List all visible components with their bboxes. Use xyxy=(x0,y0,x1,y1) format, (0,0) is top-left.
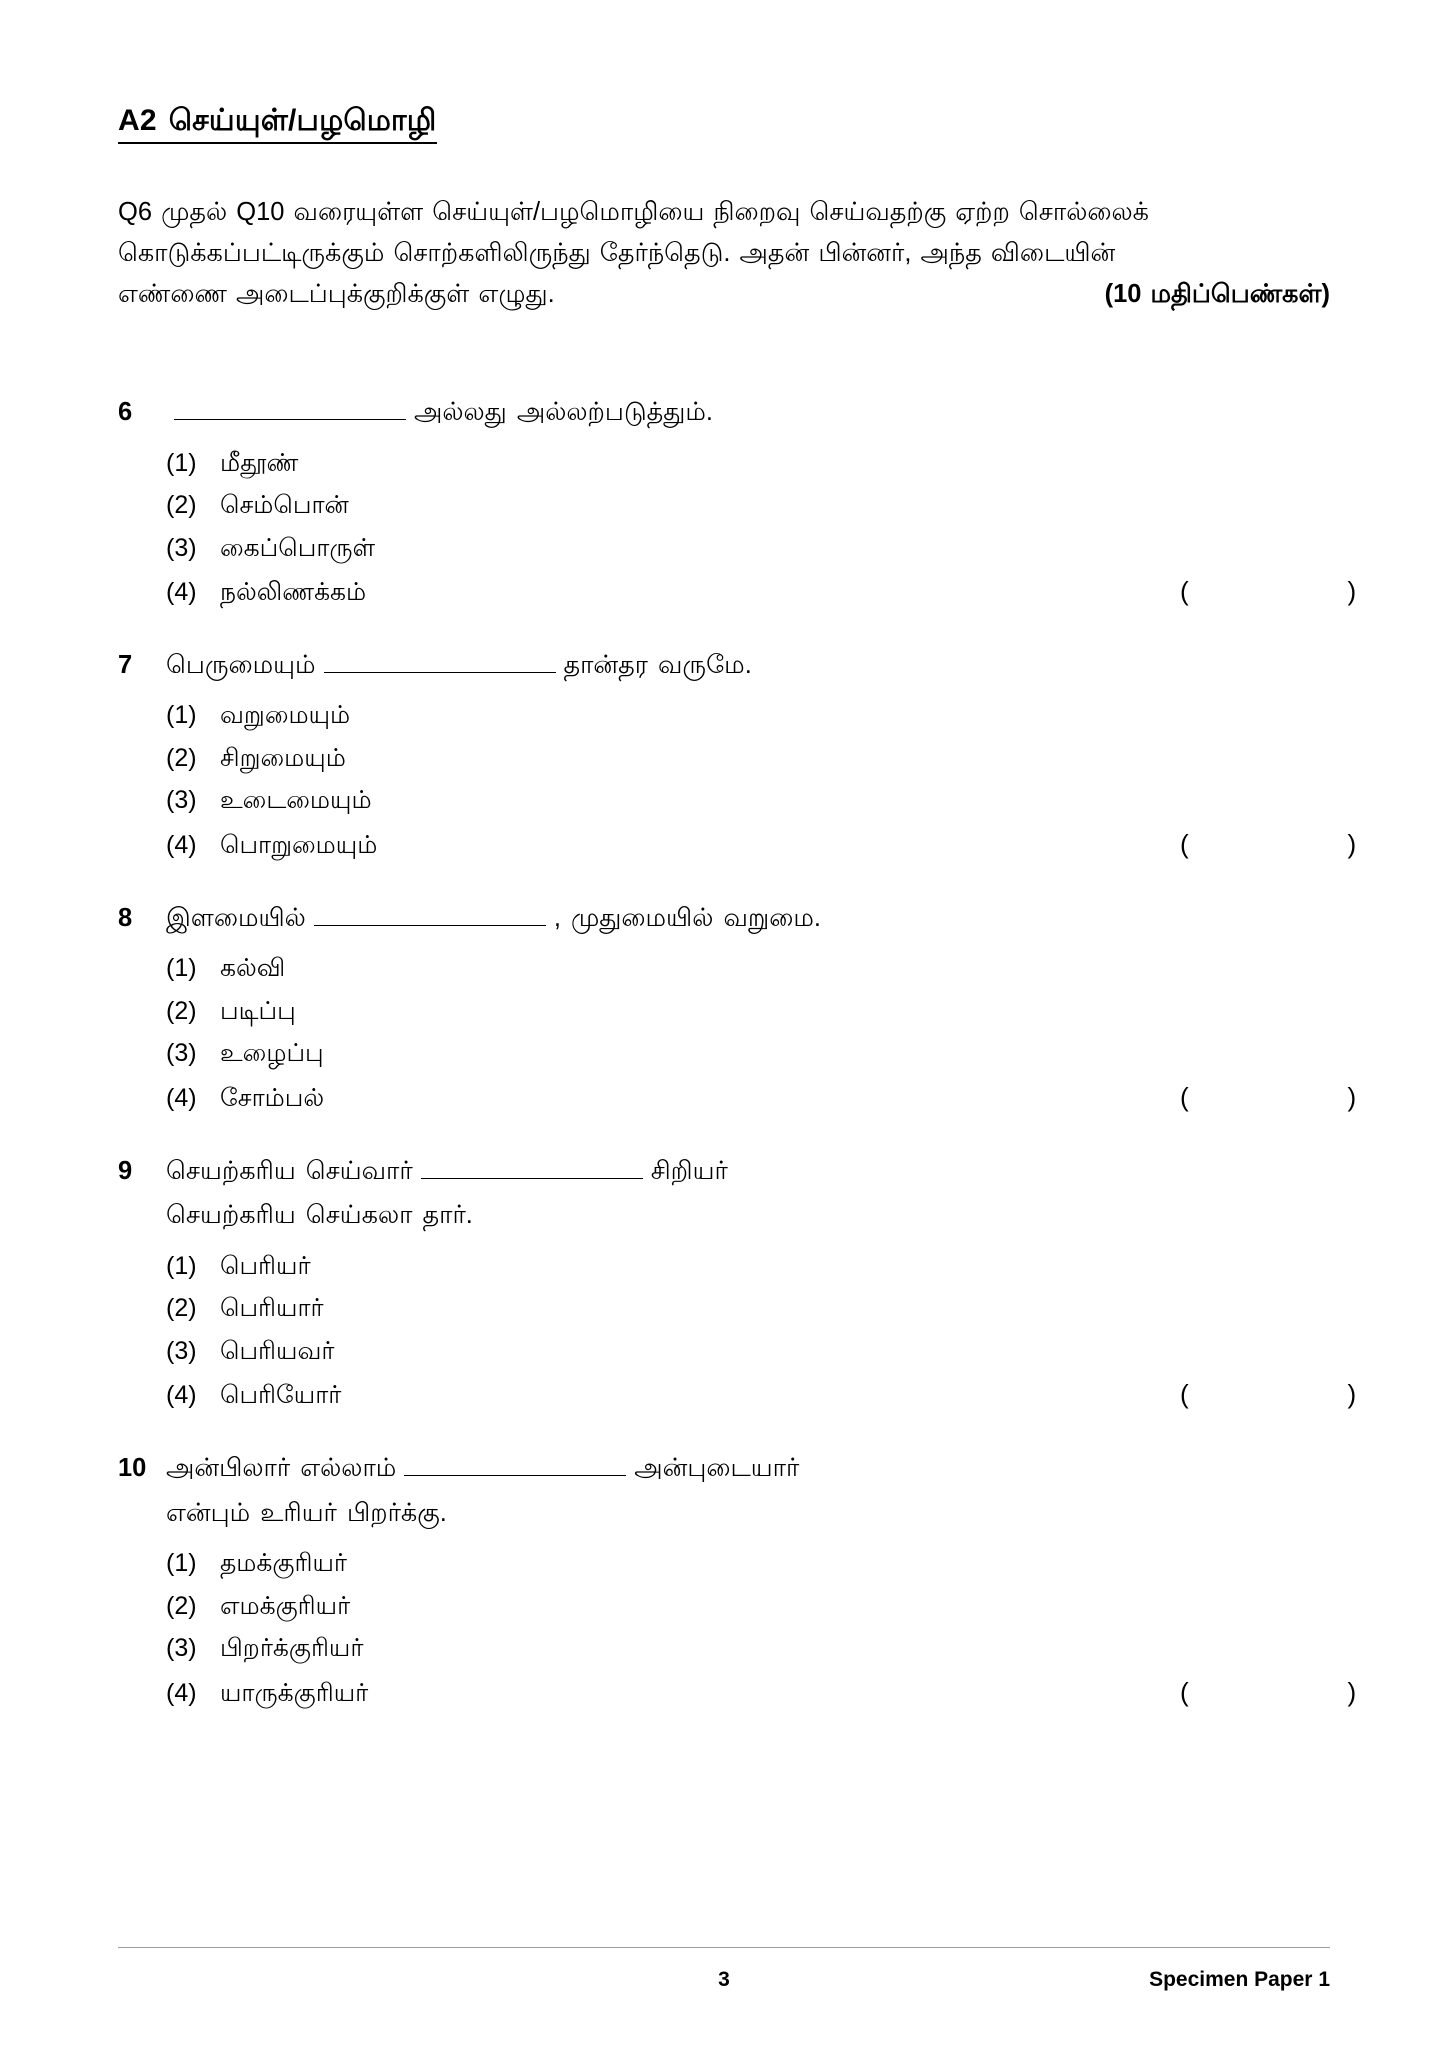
option-key: (1) xyxy=(166,954,197,983)
option-key: (2) xyxy=(166,491,197,520)
question-7 xyxy=(118,646,1383,867)
question-text xyxy=(166,393,1330,432)
option-key: (3) xyxy=(166,1634,197,1663)
question-stem xyxy=(118,646,1330,685)
question-text xyxy=(166,1152,1330,1236)
option-1[interactable] xyxy=(166,442,1330,485)
option-label: கல்வி xyxy=(220,954,286,983)
option-1[interactable] xyxy=(166,1245,1330,1288)
option-key: (3) xyxy=(166,1039,197,1068)
stem-second-line: செயற்கரிய செய்கலா தார். xyxy=(166,1201,473,1230)
option-4[interactable] xyxy=(166,1373,1383,1418)
option-label: பிறர்க்குரியர் xyxy=(220,1634,364,1663)
option-1[interactable] xyxy=(166,1543,1330,1586)
stem-before-blank: பெருமையும் xyxy=(166,651,316,680)
option-2[interactable] xyxy=(166,485,1330,528)
option-label: பெரியவர் xyxy=(220,1336,335,1365)
page-footer xyxy=(118,1947,1330,1992)
option-2[interactable] xyxy=(166,1288,1330,1331)
stem-second-line: என்பும் உரியர் பிறர்க்கு. xyxy=(166,1498,447,1527)
answer-bracket[interactable]: ( ) xyxy=(1180,828,1383,859)
marks-allocation: (10 மதிப்பெண்கள்) xyxy=(1104,280,1330,309)
options-list xyxy=(166,948,1383,1120)
stem-after-blank: தான்தர வருமே. xyxy=(563,651,752,680)
instruction-line-3-text: எண்ணை அடைப்புக்குறிக்குள் எழுது. xyxy=(118,280,555,309)
option-key: (3) xyxy=(166,533,197,562)
option-2[interactable] xyxy=(166,737,1330,780)
question-text xyxy=(166,899,1330,938)
instructions-block xyxy=(118,192,1330,316)
instruction-line-3 xyxy=(118,274,1330,315)
page-content xyxy=(118,0,1383,1747)
option-key: (1) xyxy=(166,1549,197,1578)
option-label: செம்பொன் xyxy=(220,491,349,520)
option-label: வறுமையும் xyxy=(220,701,351,730)
answer-bracket[interactable]: ( ) xyxy=(1180,576,1383,607)
option-3[interactable] xyxy=(166,1628,1330,1671)
question-stem xyxy=(118,899,1330,938)
option-label: கைப்பொருள் xyxy=(220,533,376,562)
options-list xyxy=(166,1543,1383,1715)
option-1[interactable] xyxy=(166,948,1330,991)
option-label: உடைமையும் xyxy=(220,786,372,815)
section-heading xyxy=(118,102,437,144)
answer-blank[interactable] xyxy=(314,901,546,925)
option-key: (4) xyxy=(166,830,197,859)
answer-blank[interactable] xyxy=(421,1154,643,1178)
option-4[interactable] xyxy=(166,1670,1383,1715)
section-code: A2 xyxy=(118,104,157,137)
option-label: தமக்குரியர் xyxy=(220,1549,347,1578)
option-label: பெரியர் xyxy=(220,1251,311,1280)
question-number: 10 xyxy=(118,1454,147,1483)
section-title: செய்யுள்/பழமொழி xyxy=(168,104,437,137)
option-key: (2) xyxy=(166,1591,197,1620)
option-label: பெரியோர் xyxy=(220,1381,342,1410)
page-number: 3 xyxy=(718,1968,730,1991)
instruction-line-2: கொடுக்கப்பட்டிருக்கும் சொற்களிலிருந்து தேர்ந்தெடு. அதன் பின்னர், அந்த விடையின் xyxy=(118,238,1116,267)
stem-after-blank: , முதுமையில் வறுமை. xyxy=(553,903,821,932)
stem-before-blank: இளமையில் xyxy=(166,903,306,932)
option-key: (4) xyxy=(166,578,197,607)
option-label: சிறுமையும் xyxy=(220,743,346,772)
option-2[interactable] xyxy=(166,1585,1330,1628)
option-label: படிப்பு xyxy=(220,996,296,1025)
options-list xyxy=(166,695,1383,867)
option-label: யாருக்குரியர் xyxy=(220,1678,369,1707)
question-number: 6 xyxy=(118,398,133,427)
stem-after-blank: அன்புடையார் xyxy=(634,1454,800,1483)
questions-list xyxy=(118,393,1383,1714)
option-key: (3) xyxy=(166,786,197,815)
option-2[interactable] xyxy=(166,990,1330,1033)
answer-bracket[interactable]: ( ) xyxy=(1180,1676,1383,1707)
question-9 xyxy=(118,1152,1383,1418)
question-text xyxy=(166,646,1330,685)
answer-bracket[interactable]: ( ) xyxy=(1180,1081,1383,1112)
option-label: உழைப்பு xyxy=(220,1039,324,1068)
option-3[interactable] xyxy=(166,780,1330,823)
answer-blank[interactable] xyxy=(324,649,556,673)
option-key: (4) xyxy=(166,1083,197,1112)
option-key: (4) xyxy=(166,1381,197,1410)
option-key: (4) xyxy=(166,1678,197,1707)
stem-after-blank: சிறியர் xyxy=(650,1156,728,1185)
question-10 xyxy=(118,1449,1383,1715)
option-4[interactable] xyxy=(166,822,1383,867)
question-6 xyxy=(118,393,1383,614)
stem-before-blank: செயற்கரிய செய்வார் xyxy=(166,1156,413,1185)
option-3[interactable] xyxy=(166,1330,1330,1373)
option-key: (2) xyxy=(166,996,197,1025)
answer-blank[interactable] xyxy=(174,396,406,420)
footer-divider xyxy=(118,1947,1330,1948)
stem-before-blank: அன்பிலார் எல்லாம் xyxy=(166,1454,397,1483)
question-number: 9 xyxy=(118,1156,133,1185)
option-4[interactable] xyxy=(166,570,1383,615)
stem-after-blank: அல்லது அல்லற்படுத்தும். xyxy=(414,398,713,427)
footer-paper-label: Specimen Paper 1 xyxy=(1149,1968,1330,1991)
question-stem xyxy=(118,1449,1330,1533)
instruction-line-1: Q6 முதல் Q10 வரையுள்ள செய்யுள்/பழமொழியை நிறைவு செய்வதற்கு ஏற்ற சொல்லைக் xyxy=(118,197,1149,226)
question-8 xyxy=(118,899,1383,1120)
option-label: சோம்பல் xyxy=(220,1083,325,1112)
option-3[interactable] xyxy=(166,527,1330,570)
option-label: பொறுமையும் xyxy=(220,830,378,859)
options-list xyxy=(166,442,1383,614)
option-key: (1) xyxy=(166,1251,197,1280)
option-label: எமக்குரியர் xyxy=(220,1591,351,1620)
option-key: (3) xyxy=(166,1336,197,1365)
option-key: (1) xyxy=(166,701,197,730)
footer-row xyxy=(118,1968,1330,1992)
option-4[interactable] xyxy=(166,1075,1383,1120)
question-stem xyxy=(118,1152,1330,1236)
option-label: நல்லிணக்கம் xyxy=(220,578,367,607)
options-list xyxy=(166,1245,1383,1417)
option-key: (1) xyxy=(166,448,197,477)
option-3[interactable] xyxy=(166,1033,1330,1076)
option-label: பெரியார் xyxy=(220,1294,324,1323)
question-number: 8 xyxy=(118,903,133,932)
option-key: (2) xyxy=(166,743,197,772)
option-key: (2) xyxy=(166,1294,197,1323)
answer-bracket[interactable]: ( ) xyxy=(1180,1379,1383,1410)
question-number: 7 xyxy=(118,651,133,680)
answer-blank[interactable] xyxy=(404,1452,626,1476)
option-1[interactable] xyxy=(166,695,1330,738)
question-stem xyxy=(118,393,1330,432)
question-text xyxy=(166,1449,1330,1533)
option-label: மீதூண் xyxy=(220,448,299,477)
